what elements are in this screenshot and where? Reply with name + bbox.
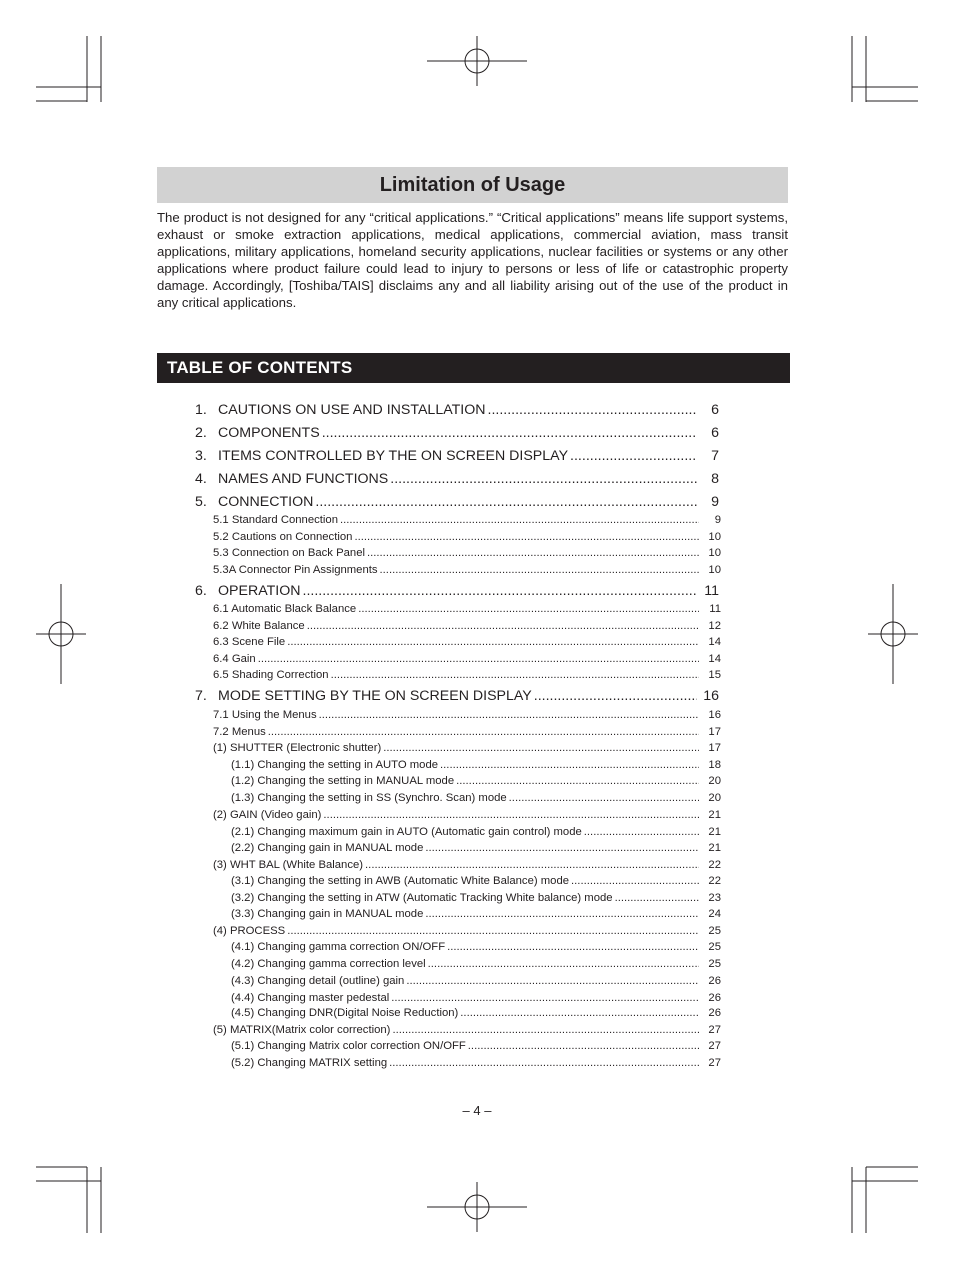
toc-entry-label: (5) MATRIX(Matrix color correction) [213, 1024, 391, 1036]
toc-entry[interactable] [231, 941, 721, 953]
toc-entry-page: 25 [708, 925, 721, 937]
toc-leader-dots [460, 1007, 699, 1019]
toc-entry[interactable] [195, 688, 719, 704]
toc-entry[interactable] [231, 759, 721, 771]
toc-entry-page: 9 [714, 514, 721, 526]
toc-entry-label [195, 425, 320, 441]
toc-entry[interactable] [213, 726, 721, 738]
toc-leader-dots [571, 875, 699, 887]
toc-entry[interactable] [213, 742, 721, 754]
toc-title: TABLE OF CONTENTS [167, 358, 353, 377]
toc-leader-dots [287, 925, 699, 937]
toc-entry-label [195, 688, 532, 704]
toc-entry[interactable] [195, 425, 719, 441]
toc-entry-label: (2.1) Changing maximum gain in AUTO (Automatic gain control) mode [231, 826, 582, 838]
toc-entry-page: 17 [708, 742, 721, 754]
toc-entry[interactable] [213, 709, 721, 721]
page-number: – 4 – [462, 1103, 492, 1118]
toc-entry-label [195, 583, 301, 599]
toc-entry-text: MODE SETTING BY THE ON SCREEN DISPLAY [218, 688, 532, 704]
toc-entry[interactable] [195, 494, 719, 510]
limitation-header [157, 167, 788, 203]
toc-entry[interactable] [213, 859, 721, 871]
toc-entry[interactable] [231, 1007, 721, 1019]
toc-entry-label: (2) GAIN (Video gain) [213, 809, 322, 821]
toc-leader-dots [383, 742, 699, 754]
toc-entry-label [195, 471, 388, 487]
toc-leader-dots [358, 603, 699, 615]
toc-leader-dots [380, 564, 699, 576]
toc-entry-text: ITEMS CONTROLLED BY THE ON SCREEN DISPLAY [218, 448, 569, 464]
toc-entry[interactable] [213, 531, 721, 543]
toc-entry-label [195, 402, 486, 418]
toc-entry-page: 16 [703, 688, 719, 704]
limitation-body: The product is not designed for any “critical applications.” “Critical applications” means life support systems, exhaust or smoke extraction applications, medical applications, commercial aviation, mass transit applications, military applications, homeland security applications, nuclear facilities or systems or any other applications where product failure could lead to injury to persons or less of life or catastrophic property damage. Accordingly, [Toshiba/TAIS] disclaims any and all liability arising out of the use of the product in any critical applications. [157, 210, 788, 311]
toc-header [157, 353, 790, 383]
toc-entry-page: 16 [708, 709, 721, 721]
toc-leader-dots [615, 892, 699, 904]
toc-entry-label: 6.5 Shading Correction [213, 669, 329, 681]
toc-entry-page: 17 [708, 726, 721, 738]
toc-leader-dots [268, 726, 699, 738]
toc-entry[interactable] [213, 547, 721, 559]
toc-leader-dots [307, 620, 699, 632]
toc-entry-page: 6 [711, 402, 719, 418]
toc-entry-page: 25 [708, 958, 721, 970]
toc-entry[interactable] [213, 620, 721, 632]
toc-entry-page: 20 [708, 792, 721, 804]
toc-leader-dots [389, 1057, 699, 1069]
toc-entry[interactable] [231, 826, 721, 838]
toc-entry-page: 10 [708, 547, 721, 559]
toc-entry-number: 4. [195, 471, 207, 487]
toc-entry[interactable] [231, 775, 721, 787]
toc-entry[interactable] [231, 992, 721, 1004]
toc-entry-page: 22 [708, 875, 721, 887]
toc-entry-label: (1) SHUTTER (Electronic shutter) [213, 742, 382, 754]
toc-leader-dots [468, 1040, 699, 1052]
toc-entry-page: 27 [708, 1057, 721, 1069]
toc-entry[interactable] [195, 583, 719, 599]
toc-entry-page: 14 [708, 653, 721, 665]
toc-entry[interactable] [231, 875, 721, 887]
toc-entry[interactable] [231, 792, 721, 804]
toc-entry[interactable] [213, 1024, 721, 1036]
toc-leader-dots [258, 653, 699, 665]
toc-entry-page: 9 [711, 494, 719, 510]
toc-entry-page: 21 [708, 826, 721, 838]
toc-entry-page: 6 [711, 425, 719, 441]
toc-entry-page: 18 [708, 759, 721, 771]
toc-entry-label: 7.2 Menus [213, 726, 266, 738]
toc-entry[interactable] [213, 636, 721, 648]
toc-entry-number: 5. [195, 494, 207, 510]
toc-entry-label: 6.4 Gain [213, 653, 256, 665]
toc-entry-label: (4.3) Changing detail (outline) gain [231, 975, 405, 987]
toc-leader-dots [392, 1024, 699, 1036]
limitation-title: Limitation of Usage [379, 173, 566, 196]
toc-entry[interactable] [213, 669, 721, 681]
toc-leader-dots [390, 471, 697, 487]
toc-entry-number: 7. [195, 688, 207, 704]
toc-leader-dots [425, 842, 699, 854]
toc-entry-page: 24 [708, 908, 721, 920]
toc-entry-page: 10 [708, 564, 721, 576]
toc-entry-page: 11 [704, 583, 719, 599]
toc-entry-label: (1.2) Changing the setting in MANUAL mode [231, 775, 455, 787]
toc-entry-label: (1.3) Changing the setting in SS (Synchro. Scan) mode [231, 792, 507, 804]
toc-entry[interactable] [213, 925, 721, 937]
toc-entry-page: 27 [708, 1024, 721, 1036]
toc-entry[interactable] [231, 1057, 721, 1069]
toc-entry[interactable] [231, 892, 721, 904]
toc-entry-number: 1. [195, 402, 207, 418]
toc-entry-label: (4.4) Changing master pedestal [231, 992, 390, 1004]
toc-entry-page: 12 [708, 620, 721, 632]
toc-entry-label: 5.2 Cautions on Connection [213, 531, 353, 543]
toc-leader-dots [406, 975, 699, 987]
toc-entry-page: 26 [708, 1007, 721, 1019]
toc-entry-label: (1.1) Changing the setting in AUTO mode [231, 759, 439, 771]
toc-entry-page: 10 [708, 531, 721, 543]
toc-entry-text: OPERATION [218, 583, 301, 599]
toc-entry-number: 3. [195, 448, 207, 464]
toc-entry[interactable] [231, 1040, 721, 1052]
toc-entry[interactable] [195, 471, 719, 487]
toc-entry[interactable] [213, 603, 721, 615]
toc-entry-text: NAMES AND FUNCTIONS [218, 471, 389, 487]
toc-entry[interactable] [213, 564, 721, 576]
toc-entry-label: (4.1) Changing gamma correction ON/OFF [231, 941, 446, 953]
toc-entry-label: 7.1 Using the Menus [213, 709, 317, 721]
toc-entry-label: (4.2) Changing gamma correction level [231, 958, 426, 970]
toc-entry-label: (3.2) Changing the setting in ATW (Automatic Tracking White balance) mode [231, 892, 613, 904]
toc-entry[interactable] [231, 842, 721, 854]
toc-entry-page: 26 [708, 992, 721, 1004]
toc-entry-page: 22 [708, 859, 721, 871]
toc-entry-label [195, 448, 568, 464]
toc-leader-dots [509, 792, 699, 804]
toc-entry-page: 7 [711, 448, 719, 464]
toc-leader-dots [340, 514, 699, 526]
toc-leader-dots [303, 583, 697, 599]
toc-entry-label: 5.3A Connector Pin Assignments [213, 564, 378, 576]
toc-entry-label [195, 494, 313, 510]
toc-entry-label: (4) PROCESS [213, 925, 286, 937]
toc-entry-label: 6.3 Scene File [213, 636, 286, 648]
toc-entry-label: 5.3 Connection on Back Panel [213, 547, 365, 559]
toc-leader-dots [391, 992, 699, 1004]
toc-entry-text: CAUTIONS ON USE AND INSTALLATION [218, 402, 486, 418]
toc-leader-dots [367, 547, 699, 559]
toc-entry-label: (2.2) Changing gain in MANUAL mode [231, 842, 424, 854]
toc-entry-label: 5.1 Standard Connection [213, 514, 338, 526]
toc-leader-dots [428, 958, 699, 970]
toc-entry[interactable] [213, 809, 721, 821]
toc-entry-page: 14 [708, 636, 721, 648]
toc-entry-text: CONNECTION [218, 494, 314, 510]
toc-entry-page: 25 [708, 941, 721, 953]
toc-leader-dots [319, 709, 699, 721]
toc-leader-dots [287, 636, 699, 648]
toc-leader-dots [570, 448, 697, 464]
toc-entry-text: COMPONENTS [218, 425, 320, 441]
toc-entry-number: 2. [195, 425, 207, 441]
toc-leader-dots [447, 941, 699, 953]
toc-entry[interactable] [213, 653, 721, 665]
toc-entry-page: 26 [708, 975, 721, 987]
toc-entry-label: (3) WHT BAL (White Balance) [213, 859, 364, 871]
toc-entry-label: 6.1 Automatic Black Balance [213, 603, 357, 615]
toc-entry-label: (3.3) Changing gain in MANUAL mode [231, 908, 424, 920]
toc-leader-dots [323, 809, 699, 821]
toc-entry-page: 21 [708, 809, 721, 821]
toc-leader-dots [365, 859, 699, 871]
toc-entry[interactable] [231, 908, 721, 920]
toc-leader-dots [488, 402, 697, 418]
toc-leader-dots [534, 688, 697, 704]
toc-leader-dots [425, 908, 699, 920]
toc-entry[interactable] [195, 402, 719, 418]
toc-entry-label: 6.2 White Balance [213, 620, 305, 632]
toc-entry[interactable] [213, 514, 721, 526]
toc-entry-label: (5.2) Changing MATRIX setting [231, 1057, 388, 1069]
toc-leader-dots [331, 669, 699, 681]
toc-leader-dots [354, 531, 699, 543]
toc-entry[interactable] [231, 958, 721, 970]
toc-entry[interactable] [231, 975, 721, 987]
toc-entry-number: 6. [195, 583, 207, 599]
toc-entry-page: 21 [708, 842, 721, 854]
toc-leader-dots [440, 759, 699, 771]
toc-entry-page: 11 [709, 603, 721, 615]
toc-leader-dots [584, 826, 699, 838]
toc-entry-page: 27 [708, 1040, 721, 1052]
toc-entry-label: (5.1) Changing Matrix color correction ON/OFF [231, 1040, 466, 1052]
toc-entry[interactable] [195, 448, 719, 464]
toc-entry-page: 20 [708, 775, 721, 787]
toc-entry-page: 15 [708, 669, 721, 681]
toc-entry-page: 8 [711, 471, 719, 487]
toc-entry-label: (3.1) Changing the setting in AWB (Automatic White Balance) mode [231, 875, 570, 887]
toc-leader-dots [322, 425, 697, 441]
toc-leader-dots [315, 494, 697, 510]
toc-entry-label: (4.5) Changing DNR(Digital Noise Reduction) [231, 1007, 459, 1019]
toc-leader-dots [456, 775, 699, 787]
toc-entry-page: 23 [708, 892, 721, 904]
